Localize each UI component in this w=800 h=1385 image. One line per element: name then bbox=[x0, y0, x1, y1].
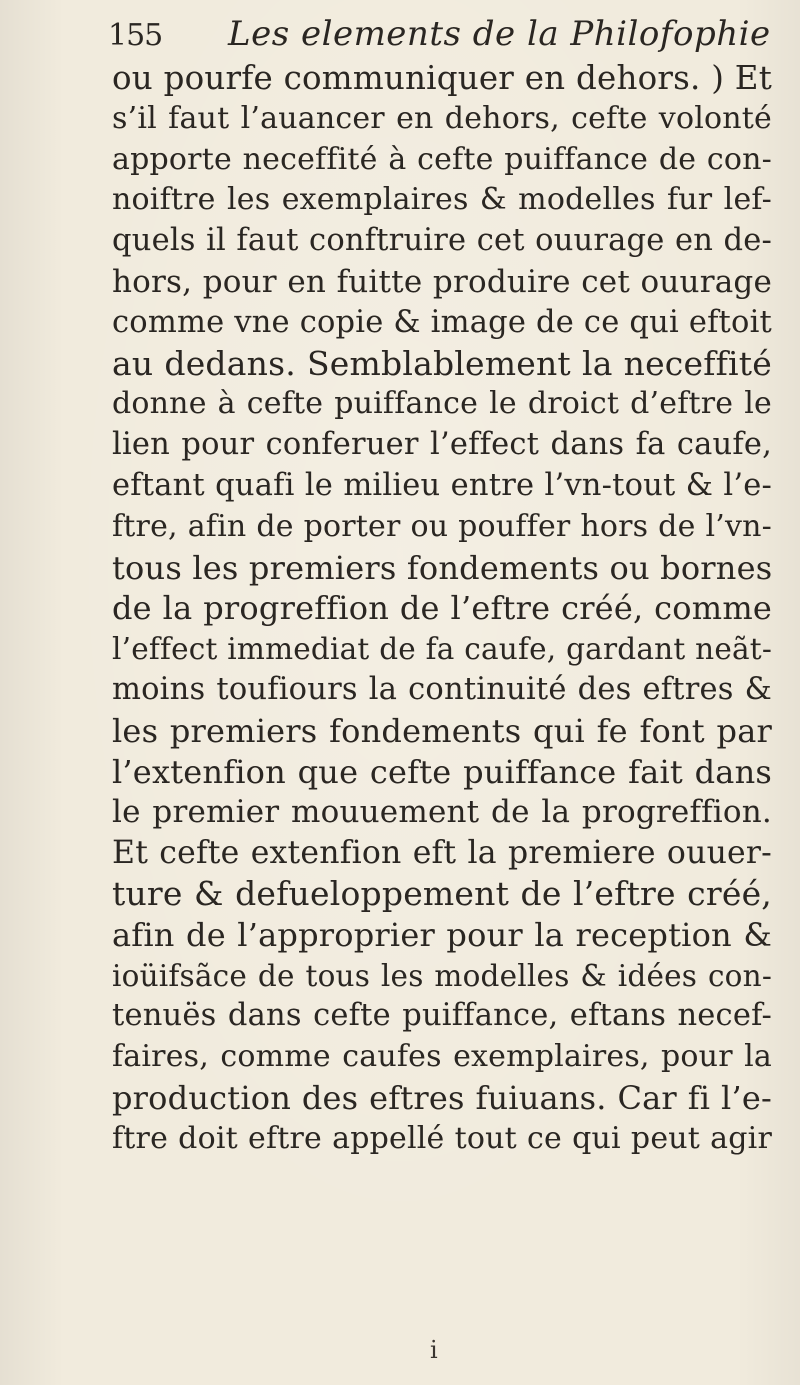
text-line: tenuës dans cefte puiffance, eftans necef- bbox=[112, 998, 772, 1034]
text-line: quels il faut conftruire cet ouurage en de- bbox=[112, 223, 772, 259]
text-line: s’il faut l’auancer en dehors, cefte volonté bbox=[112, 100, 772, 136]
text-line: comme vne copie & image de ce qui eftoit bbox=[112, 304, 772, 340]
text-line: l’effect immediat de fa caufe, gardant neãt- bbox=[112, 632, 772, 667]
text-line: donne à cefte puiffance le droict d’eftre le bbox=[112, 386, 772, 422]
text-line: de la progreffion de l’eftre créé, comme bbox=[112, 589, 772, 628]
running-title: Les elements de la Philofophie bbox=[228, 14, 771, 54]
text-line: les premiers fondements qui fe font par bbox=[112, 711, 772, 750]
text-line: au dedans. Semblablement la neceffité bbox=[112, 343, 772, 383]
text-line: production des eftres fuiuans. Car fi l’e- bbox=[112, 1078, 772, 1117]
text-line: le premier mouuement de la progreffion. bbox=[112, 794, 772, 831]
text-line: ftre doit eftre appellé tout ce qui peut agir bbox=[112, 1120, 772, 1156]
text-line: l’extenfion que cefte puiffance fait dans bbox=[112, 752, 772, 791]
text-line: hors, pour en fuitte produire cet ouurage bbox=[112, 263, 772, 300]
folio-mark: i bbox=[430, 1336, 438, 1364]
text-line: faires, comme caufes exemplaires, pour la bbox=[112, 1039, 772, 1075]
text-line: noiftre les exemplaires & modelles fur lef- bbox=[112, 182, 772, 218]
page-number: 155 bbox=[108, 18, 163, 53]
running-head bbox=[108, 14, 771, 58]
text-line: afin de l’approprier pour la reception & bbox=[112, 915, 772, 954]
text-line: ture & defueloppement de l’eftre créé, bbox=[112, 873, 772, 913]
text-line: lien pour conferuer l’effect dans fa caufe, bbox=[112, 427, 772, 463]
text-line: Et cefte extenfion eft la premiere ouuer- bbox=[112, 835, 772, 872]
text-line: moins toufiours la continuité des eftres & bbox=[112, 671, 772, 707]
body-text bbox=[112, 58, 772, 1160]
text-line: apporte neceffité à cefte puiffance de con- bbox=[112, 141, 772, 177]
text-line: ioüifsãce de tous les modelles & idées con- bbox=[112, 958, 772, 993]
text-line: eftant quafi le milieu entre l’vn-tout & l’e- bbox=[112, 467, 772, 503]
text-line: ou pourfe communiquer en dehors. ) Et bbox=[112, 59, 772, 97]
text-line: ftre, afin de porter ou pouffer hors de l’vn- bbox=[112, 508, 772, 544]
text-line: tous les premiers fondements ou bornes bbox=[112, 548, 773, 587]
